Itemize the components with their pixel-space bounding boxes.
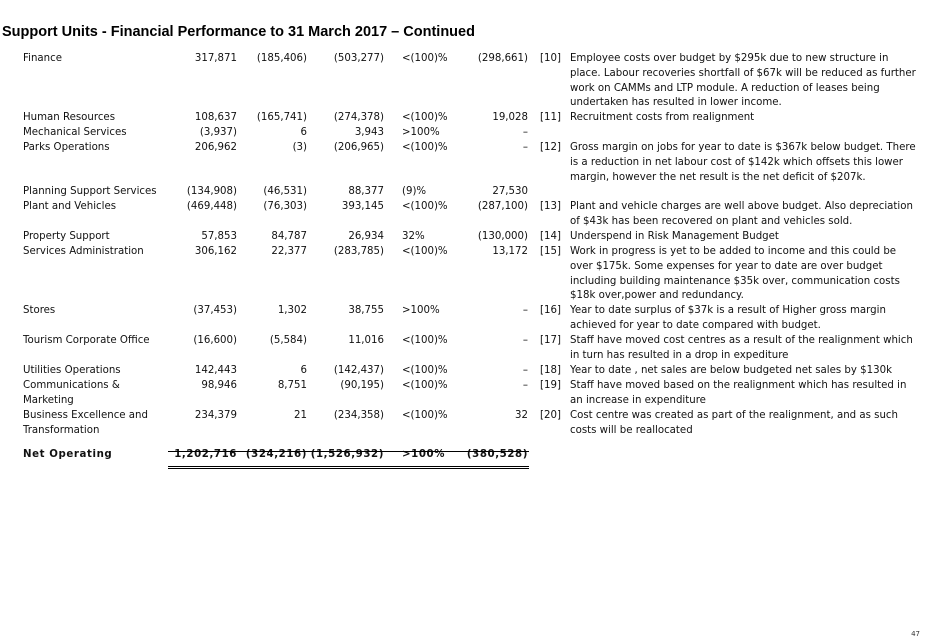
financial-table xyxy=(0,52,926,464)
variance-percent: <(100)% xyxy=(402,201,448,212)
unit-name: Planning Support Services xyxy=(23,186,157,197)
variance-value: 26,934 xyxy=(348,231,384,242)
forecast-value: (287,100) xyxy=(477,201,528,212)
variance-percent: >100% xyxy=(402,127,440,138)
forecast-value: 32 xyxy=(515,410,528,421)
budget-value: (76,303) xyxy=(263,201,307,212)
unit-name: Mechanical Services xyxy=(23,127,127,138)
budget-value: (3) xyxy=(292,142,307,153)
forecast-value: – xyxy=(522,380,528,391)
total-percent: >100% xyxy=(402,449,446,460)
unit-name: Tourism Corporate Office xyxy=(23,335,150,346)
table-row xyxy=(0,364,926,379)
total-forecast: (380,528) xyxy=(466,449,528,460)
actual-value: 317,871 xyxy=(194,53,237,64)
comment-text: Plant and vehicle charges are well above budget. Also depreciation of $43k has been recovered on plant and vehicles sold. xyxy=(570,201,913,227)
table-row xyxy=(0,334,926,364)
note-ref: [20] xyxy=(540,410,561,421)
variance-percent: <(100)% xyxy=(402,53,448,64)
unit-name: Utilities Operations xyxy=(23,365,121,376)
variance-percent: 32% xyxy=(402,231,425,242)
comment-text: Staff have moved based on the realignment which has resulted in an increase in expenditure xyxy=(570,380,907,406)
budget-value: (165,741) xyxy=(256,112,307,123)
unit-name: Stores xyxy=(23,305,56,316)
comment-text: Gross margin on jobs for year to date is $367k below budget. There is a reduction in net labour cost of $142k which offsets this lower margin, however the net result is the net deficit of $207k. xyxy=(570,142,916,183)
actual-value: 206,962 xyxy=(194,142,237,153)
budget-value: (5,584) xyxy=(269,335,307,346)
variance-percent: <(100)% xyxy=(402,112,448,123)
total-actual: 1,202,716 xyxy=(174,449,237,460)
forecast-value: (298,661) xyxy=(477,53,528,64)
page-number: 47 xyxy=(911,630,920,638)
variance-value: (206,965) xyxy=(333,142,384,153)
actual-value: (134,908) xyxy=(186,186,237,197)
comment-text: Employee costs over budget by $295k due to new structure in place. Labour recoveries shortfall of $67k will be reduced as further work on CAMMs and LTP module. A reduction of leases being undertaken has resulted in lower income. xyxy=(570,53,916,109)
variance-percent: <(100)% xyxy=(402,142,448,153)
table-row xyxy=(0,379,926,409)
note-ref: [16] xyxy=(540,305,561,316)
budget-value: 6 xyxy=(300,365,307,376)
variance-percent: <(100)% xyxy=(402,380,448,391)
budget-value: (46,531) xyxy=(263,186,307,197)
variance-value: (142,437) xyxy=(333,365,384,376)
table-row xyxy=(0,230,926,245)
table-row xyxy=(0,245,926,304)
comment-text: Underspend in Risk Management Budget xyxy=(570,231,779,242)
variance-value: 88,377 xyxy=(348,186,384,197)
variance-value: (274,378) xyxy=(333,112,384,123)
note-ref: [15] xyxy=(540,246,561,257)
variance-percent: >100% xyxy=(402,305,440,316)
forecast-value: – xyxy=(522,305,528,316)
total-budget: (324,216) xyxy=(245,449,307,460)
actual-value: 234,379 xyxy=(194,410,237,421)
variance-value: (234,358) xyxy=(333,410,384,421)
table-row xyxy=(0,141,926,185)
forecast-value: – xyxy=(522,127,528,138)
forecast-value: 19,028 xyxy=(492,112,528,123)
unit-name: Plant and Vehicles xyxy=(23,201,117,212)
unit-name: Finance xyxy=(23,53,62,64)
note-ref: [11] xyxy=(540,112,561,123)
note-ref: [10] xyxy=(540,53,561,64)
table-row xyxy=(0,185,926,200)
note-ref: [19] xyxy=(540,380,561,391)
forecast-value: – xyxy=(522,142,528,153)
variance-percent: <(100)% xyxy=(402,410,448,421)
actual-value: (469,448) xyxy=(186,201,237,212)
unit-name: Business Excellence and Transformation xyxy=(23,410,148,436)
unit-name: Property Support xyxy=(23,231,110,242)
unit-name: Human Resources xyxy=(23,112,116,123)
table-row xyxy=(0,111,926,126)
variance-value: (283,785) xyxy=(333,246,384,257)
table-row xyxy=(0,126,926,141)
note-ref: [17] xyxy=(540,335,561,346)
total-top-rule xyxy=(168,451,529,452)
variance-value: 11,016 xyxy=(348,335,384,346)
actual-value: (16,600) xyxy=(193,335,237,346)
unit-name: Services Administration xyxy=(23,246,144,257)
note-ref: [12] xyxy=(540,142,561,153)
actual-value: 98,946 xyxy=(201,380,237,391)
forecast-value: – xyxy=(522,365,528,376)
actual-value: (3,937) xyxy=(199,127,237,138)
variance-percent: <(100)% xyxy=(402,365,448,376)
variance-percent: <(100)% xyxy=(402,335,448,346)
variance-percent: <(100)% xyxy=(402,246,448,257)
comment-text: Recruitment costs from realignment xyxy=(570,112,755,123)
variance-value: (90,195) xyxy=(340,380,384,391)
budget-value: 22,377 xyxy=(271,246,307,257)
actual-value: 108,637 xyxy=(194,112,237,123)
forecast-value: – xyxy=(522,335,528,346)
table-row xyxy=(0,52,926,111)
actual-value: 306,162 xyxy=(194,246,237,257)
variance-value: 393,145 xyxy=(341,201,384,212)
variance-value: 3,943 xyxy=(354,127,384,138)
forecast-value: (130,000) xyxy=(477,231,528,242)
comment-text: Cost centre was created as part of the realignment, and as such costs will be reallocated xyxy=(570,410,898,436)
variance-percent: (9)% xyxy=(402,186,427,197)
forecast-value: 27,530 xyxy=(492,186,528,197)
actual-value: 142,443 xyxy=(194,365,237,376)
budget-value: 21 xyxy=(294,410,307,421)
comment-text: Year to date surplus of $37k is a result of Higher gross margin achieved for year to date compared with budget. xyxy=(570,305,886,331)
table-row xyxy=(0,200,926,230)
actual-value: (37,453) xyxy=(193,305,237,316)
budget-value: (185,406) xyxy=(256,53,307,64)
total-bottom-double-rule xyxy=(168,466,529,469)
comment-text: Staff have moved cost centres as a result of the realignment which in turn has resulted in a drop in expediture xyxy=(570,335,913,361)
comment-text: Year to date , net sales are below budgeted net sales by $130k xyxy=(570,365,892,376)
total-label: Net Operating xyxy=(23,449,113,460)
note-ref: [13] xyxy=(540,201,561,212)
budget-value: 8,751 xyxy=(277,380,307,391)
variance-value: (503,277) xyxy=(333,53,384,64)
table-row xyxy=(0,409,926,448)
note-ref: [14] xyxy=(540,231,561,242)
actual-value: 57,853 xyxy=(201,231,237,242)
variance-value: 38,755 xyxy=(348,305,384,316)
budget-value: 84,787 xyxy=(271,231,307,242)
unit-name: Communications & Marketing xyxy=(23,380,120,406)
note-ref: [18] xyxy=(540,365,561,376)
page-title: Support Units - Financial Performance to 31 March 2017 – Continued xyxy=(2,24,475,40)
table-row xyxy=(0,304,926,334)
budget-value: 1,302 xyxy=(277,305,307,316)
budget-value: 6 xyxy=(300,127,307,138)
total-variance: (1,526,932) xyxy=(310,449,384,460)
comment-text: Work in progress is yet to be added to income and this could be over $175k. Some expenses for year to date are over budget including building maintenance $35k over, communication costs $18k over,power and redundancy. xyxy=(570,246,900,302)
forecast-value: 13,172 xyxy=(492,246,528,257)
unit-name: Parks Operations xyxy=(23,142,110,153)
